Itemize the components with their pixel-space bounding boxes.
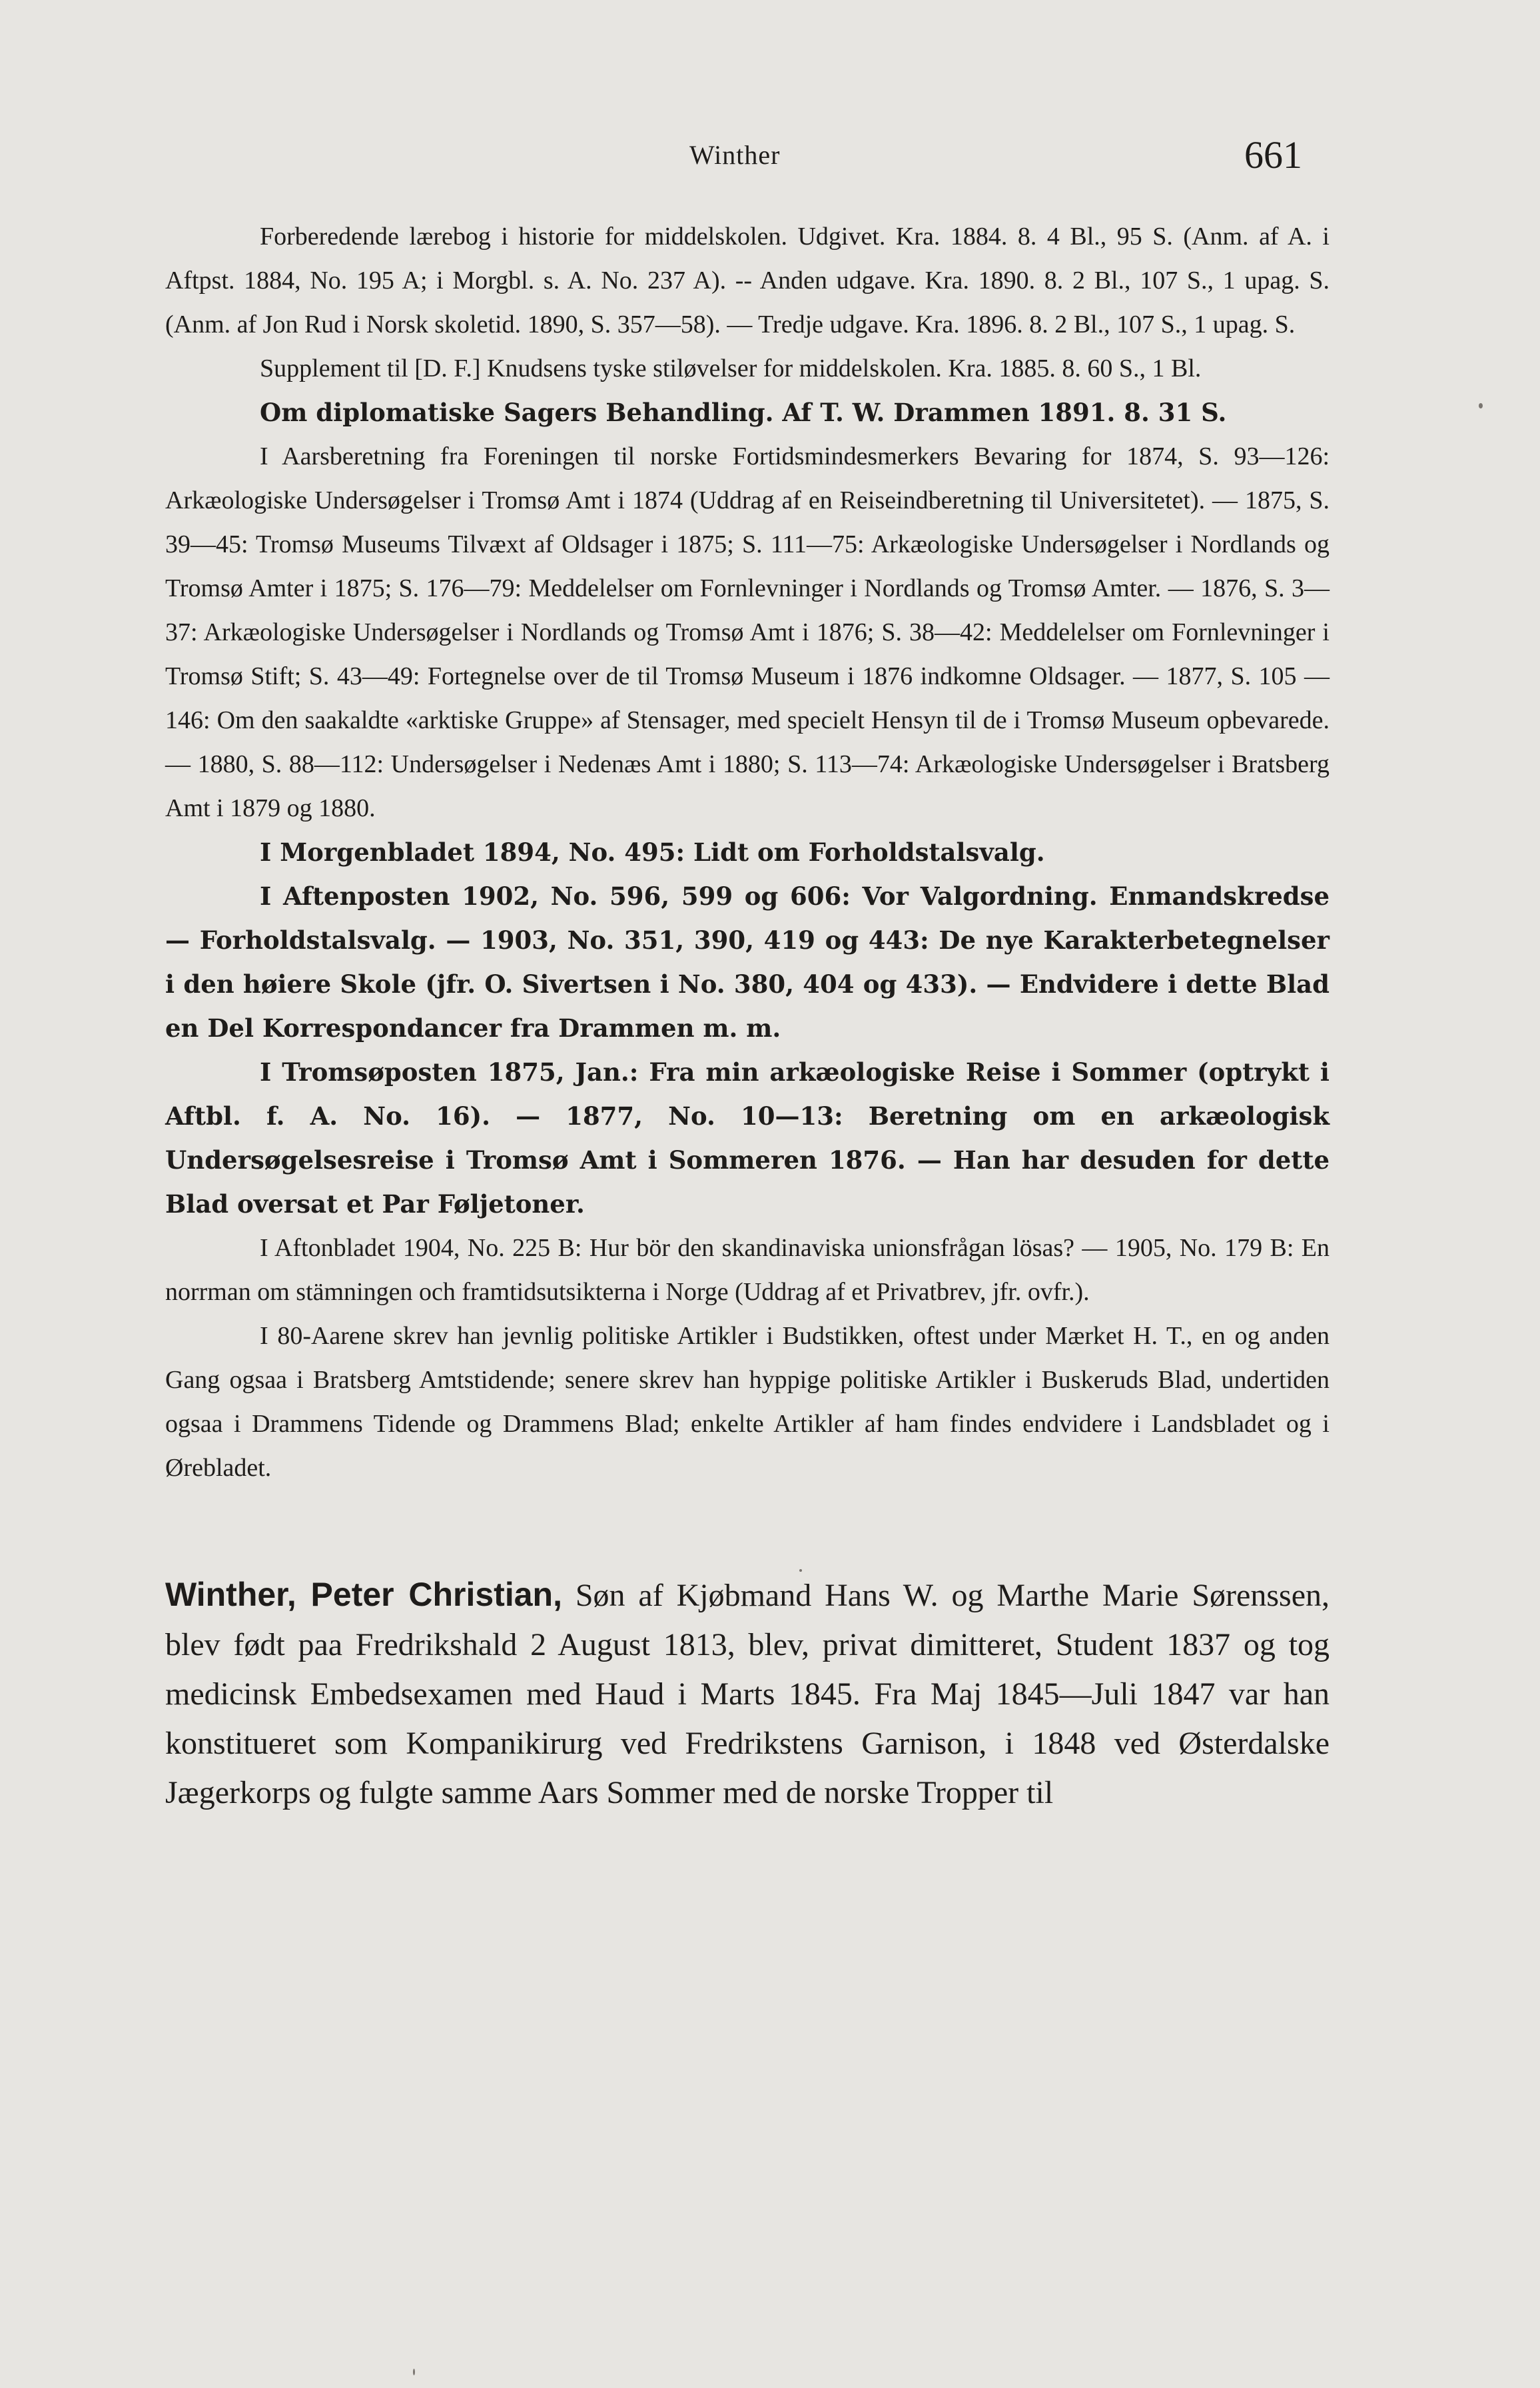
paper-speck bbox=[799, 1569, 802, 1572]
entry-politiske-artikler: I 80-Aarene skrev han jevnlig politiske Artikler i Budstikken, oftest under Mærket H. T., en og anden Gang ogsaa i Bratsberg Amtstidende; senere skrev han hyppige politiske Artikler i Buskeruds Blad, undertiden ogsaa i Drammens Tidende og Drammens Blad; enkelte Artikler af ham findes endvidere i Landsbladet og i Ørebladet. bbox=[165, 1322, 1330, 1482]
paper-speck bbox=[413, 2369, 415, 2375]
entry-aftonbladet: I Aftonbladet 1904, No. 225 B: Hur bör den skandinaviska unionsfrågan lösas? — 1905, No. 179 B: En norrman om stämningen och framtidsutsikterna i Norge (Uddrag af et Privatbrev, jfr. ovfr.). bbox=[165, 1234, 1330, 1306]
running-head: Winther bbox=[689, 140, 781, 170]
paper-speck bbox=[1479, 403, 1483, 408]
biography-text: Søn af Kjøbmand Hans W. og Marthe Marie Sørenssen, blev født paa Fredrikshald 2 August 1813, blev, privat dimitteret, Student 1837 og tog medicinsk Embedsexamen med Haud i Marts 1845. Fra Maj 1845—Juli 1847 var han konstitueret som Kompanikirurg ved Fredrikstens Garnison, i 1848 ved Østerdalske Jægerkorps og fulgte samme Aars Sommer med de norske Tropper til bbox=[165, 1578, 1330, 1810]
entry-supplement: Supplement til [D. F.] Knudsens tyske stiløvelser for middelskolen. Kra. 1885. 8. 60 S., 1 Bl. bbox=[260, 354, 1202, 382]
entry-aftenposten: I Aftenposten 1902, No. 596, 599 og 606: Vor Valgordning. Enmandskredse — Forholdstalsvalg. — 1903, No. 351, 390, 419 og 443: De nye Karakterbetegnelser i den høiere Skole (jfr. O. Sivertsen i No. 380, 404 og 433). — Endvidere i dette Blad en Del Korrespondancer fra Drammen m. m. bbox=[165, 882, 1330, 1043]
entry-aarsberetning: I Aarsberetning fra Foreningen til norske Fortidsmindesmerkers Bevaring for 1874, S. 93—126: Arkæologiske Undersøgelser i Tromsø Amt i 1874 (Uddrag af en Reiseindberetning til Universitetet). — 1875, S. 39—45: Tromsø Museums Tilvæxt af Oldsager i 1875; S. 111—75: Arkæologiske Undersøgelser i Nordlands og Tromsø Amter i 1875; S. 176—79: Meddelelser om Fornlevninger i Nordlands og Tromsø Amter. — 1876, S. 3—37: Arkæologiske Undersøgelser i Nordlands og Tromsø Amt i 1876; S. 38—42: Meddelelser om Fornlevninger i Tromsø Stift; S. 43—49: Fortegnelse over de til Tromsø Museum i 1876 indkomne Oldsager. — 1877, S. 105 —146: Om den saakaldte «arktiske Gruppe» af Stensager, med specielt Hensyn til de i Tromsø Museum opbevarede. — 1880, S. 88—112: Undersøgelser i Nedenæs Amt i 1880; S. 113—74: Arkæologiske Undersøgelser i Bratsberg Amt i 1879 og 1880. bbox=[165, 442, 1330, 822]
page-header bbox=[0, 133, 1540, 177]
entry-morgenbladet: I Morgenbladet 1894, No. 495: Lidt om Forholdstalsvalg. bbox=[260, 838, 1045, 867]
biography-name: Winther, Peter Christian, bbox=[165, 1576, 562, 1613]
entry-forberedende-laerebog: Forberedende lærebog i historie for middelskolen. Udgivet. Kra. 1884. 8. 4 Bl., 95 S. (Anm. af A. i Aftpst. 1884, No. 195 A; i Morgbl. s. A. No. 237 A). -- Anden udgave. Kra. 1890. 8. 2 Bl., 107 S., 1 upag. S. (Anm. af Jon Rud i Norsk skoletid. 1890, S. 357—58). — Tredje udgave. Kra. 1896. 8. 2 Bl., 107 S., 1 upag. S. bbox=[165, 223, 1330, 338]
entry-tromsoposten: I Tromsøposten 1875, Jan.: Fra min arkæologiske Reise i Sommer (optrykt i Aftbl. f. A. No. 16). — 1877, No. 10—13: Beretning om en arkæologisk Undersøgelsesreise i Tromsø Amt i Sommeren 1876. — Han har desuden for dette Blad oversat et Par Føljetoner. bbox=[165, 1057, 1330, 1219]
page-body bbox=[165, 215, 1330, 1850]
biography-entry bbox=[165, 1570, 1330, 1818]
entry-diplomatiske-sager: Om diplomatiske Sagers Behandling. Af T. W. Drammen 1891. 8. 31 S. bbox=[260, 398, 1227, 427]
page-number: 661 bbox=[1244, 133, 1302, 177]
